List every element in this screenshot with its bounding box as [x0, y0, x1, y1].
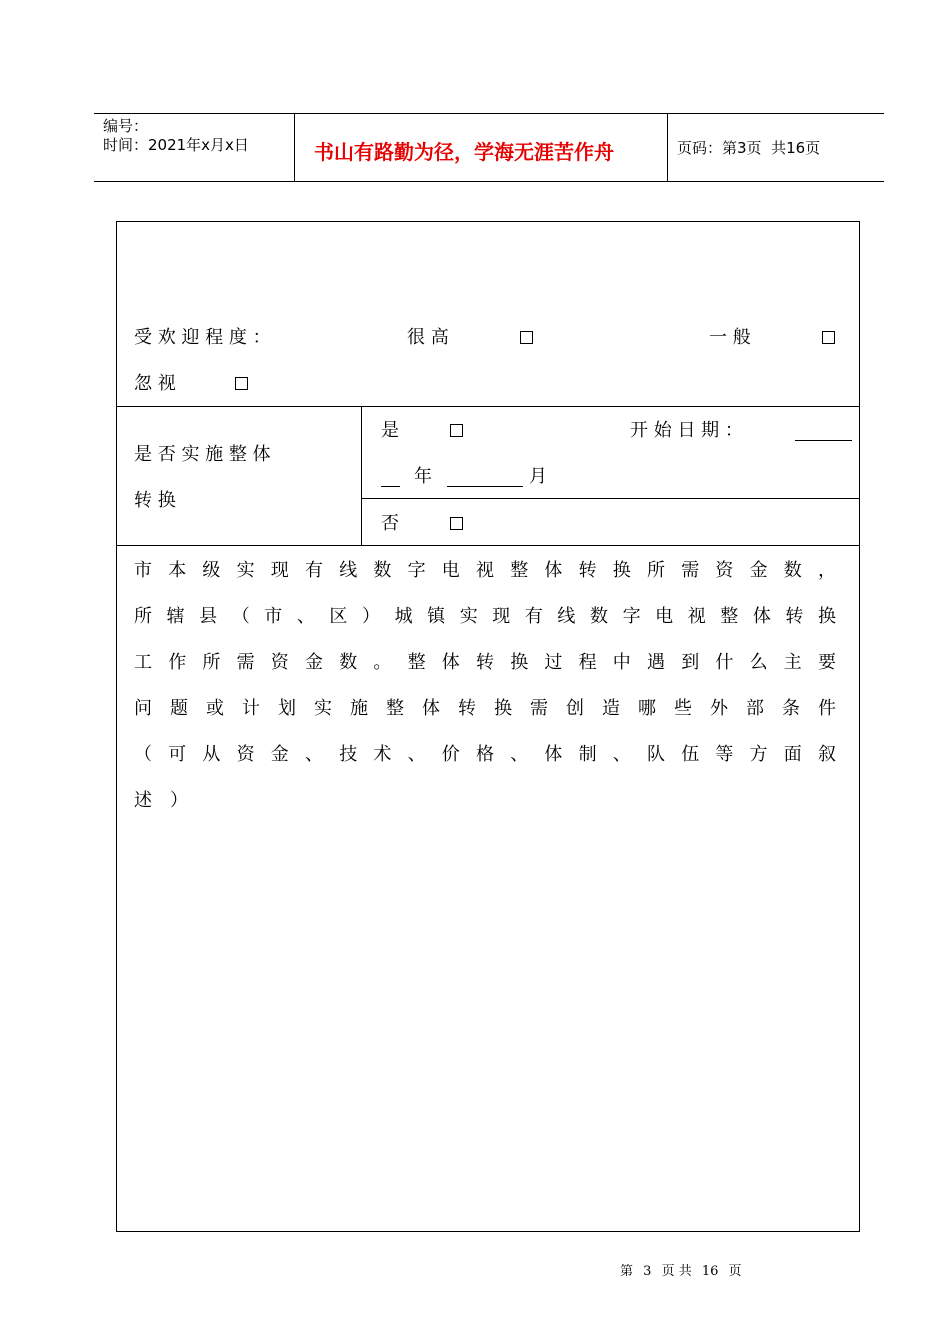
conversion-yes-checkbox[interactable] [450, 424, 463, 437]
header-divider-right [667, 113, 668, 181]
header-bottom-rule [94, 181, 884, 182]
description-line-6: 述） [134, 790, 206, 811]
description-line-5: （可从资金、技术、价格、体制、队伍等方面叙 [134, 744, 836, 765]
conversion-no-label: 否 [381, 513, 399, 534]
header-time-label: 时间：2021年x月x日 [103, 136, 249, 154]
option-high-checkbox[interactable] [520, 331, 533, 344]
month-blank[interactable] [447, 486, 523, 487]
description-line-3: 工作所需资金数。整体转换过程中遇到什么主要 [134, 652, 836, 673]
conversion-yes-label: 是 [381, 420, 399, 441]
page-footer [620, 1260, 742, 1279]
row-divider-popularity [116, 406, 860, 407]
footer-prefix: 第 [620, 1264, 634, 1279]
popularity-label: 受 欢 迎 程 度 ： [134, 327, 271, 348]
description-line-1: 市本级实现有线数字电视整体转换所需资金数， [134, 560, 836, 581]
footer-suffix: 页 [728, 1264, 742, 1279]
start-date-blank-part1[interactable] [795, 440, 852, 441]
footer-current-page: 3 [643, 1264, 652, 1279]
header-top-rule [94, 113, 884, 114]
footer-total-pages: 16 [701, 1264, 719, 1279]
header-number-label: 编号： [103, 117, 149, 135]
header-divider-left [294, 113, 295, 181]
start-date-label: 开 始 日 期 ： [630, 420, 743, 441]
option-general-checkbox[interactable] [822, 331, 835, 344]
row-divider-conversion [116, 545, 860, 546]
description-line-2: 所辖县（市、区）城镇实现有线数字电视整体转换 [134, 606, 836, 627]
conversion-label-line1: 是 否 实 施 整 体 [134, 444, 271, 465]
header-page-label: 页码：第3页 共16页 [677, 139, 821, 157]
option-general-label: 一 般 [709, 327, 751, 348]
option-ignored-checkbox[interactable] [235, 377, 248, 390]
conversion-no-checkbox[interactable] [450, 517, 463, 530]
conversion-label-line2: 转 换 [134, 490, 176, 511]
year-label: 年 [414, 466, 432, 487]
column-divider-conversion [361, 406, 362, 545]
row-divider-yes-no [361, 498, 860, 499]
option-high-label: 很 高 [407, 327, 449, 348]
month-label: 月 [529, 466, 547, 487]
answer-area[interactable] [117, 820, 859, 1230]
start-date-blank-part2[interactable] [381, 486, 400, 487]
header-motto: 书山有路勤为径，学海无涯苦作舟 [314, 140, 614, 164]
description-line-4: 问题或计划实施整体转换需创造哪些外部条件 [134, 698, 836, 719]
option-ignored-label: 忽 视 [134, 373, 176, 394]
footer-middle: 页 共 [661, 1264, 692, 1279]
